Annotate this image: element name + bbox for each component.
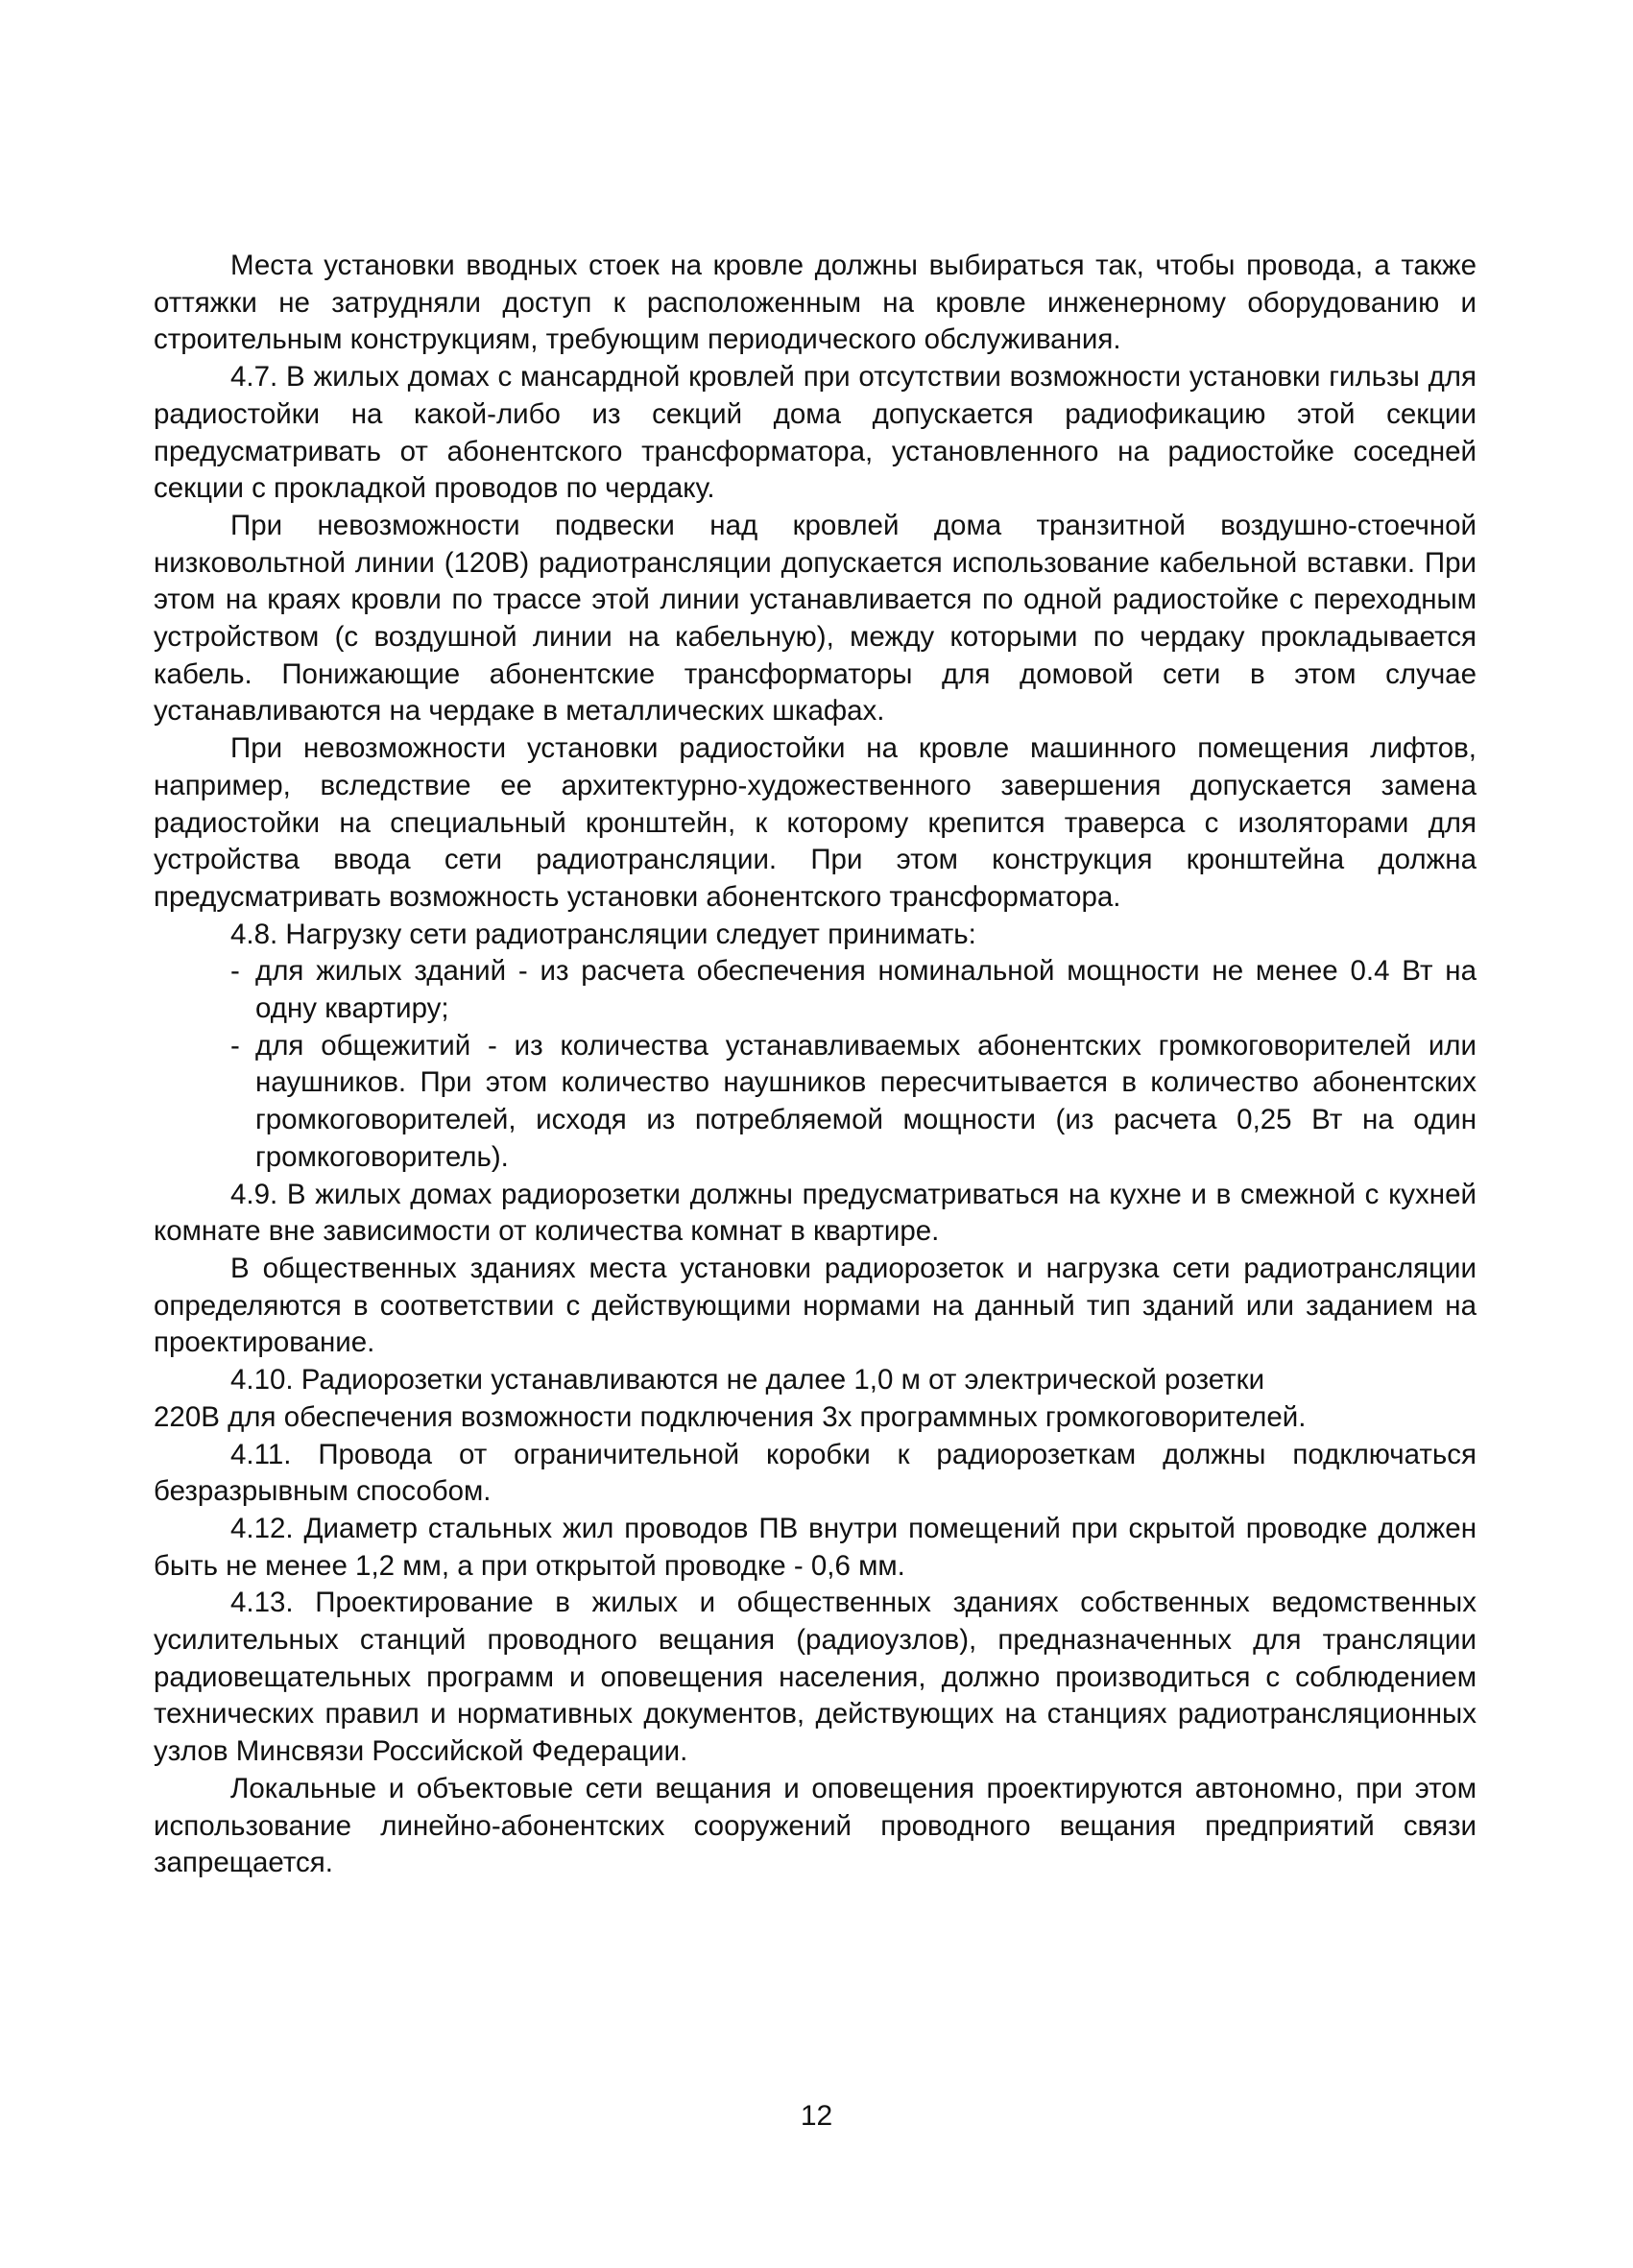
list-item-residential [154, 953, 1477, 1027]
list-marker: - [230, 955, 240, 988]
list-item-text: для жилых зданий - из расчета обеспечения номинальной мощности не менее 0.4 Вт на одну квартиру; [255, 955, 1477, 1025]
paragraph-4-8: 4.8. Нагрузку сети радиотрансляции следует принимать: [230, 918, 976, 950]
paragraph-4-10-continued: 220В для обеспечения возможности подключения 3х программных громкоговорителей. [154, 1400, 1307, 1433]
paragraph-local-networks: Локальные и объектовые сети вещания и оповещения проектируются автономно, при этом использование линейно-абонентских сооружений проводного вещания предприятий связи запрещается. [154, 1772, 1477, 1879]
paragraph-4-12: 4.12. Диаметр стальных жил проводов ПВ внутри помещений при скрытой проводке должен быть не менее 1,2 мм, а при открытой проводке - 0,6 мм. [154, 1512, 1477, 1582]
page-number: 12 [800, 2100, 833, 2132]
paragraph-public-buildings: В общественных зданиях места установки радиорозеток и нагрузка сети радиотрансляции определяются в соответствии с действующими нормами на данный тип зданий или заданием на проектирование. [154, 1252, 1477, 1359]
body-text [154, 248, 1477, 1882]
paragraph-4-10: 4.10. Радиорозетки устанавливаются не далее 1,0 м от электрической розетки [230, 1364, 1265, 1397]
paragraph-4-9: 4.9. В жилых домах радиорозетки должны предусматриваться на кухне и в смежной с кухней комнате вне зависимости от количества комнат в квартире. [154, 1178, 1477, 1248]
list-item-text: для общежитий - из количества устанавливаемых абонентских громкоговорителей или наушников. При этом количество наушников пересчитывается в количество абонентских громкоговорителей, исходя из потребляемой мощности (из расчета 0,25 Вт на один громкоговоритель). [255, 1029, 1477, 1173]
list-marker: - [230, 1029, 240, 1062]
paragraph-4-13: 4.13. Проектирование в жилых и общественных зданиях собственных ведомственных усилительных станций проводного вещания (радиоузлов), предназначенных для трансляции радиовещательных программ и оповещения населения, должно производиться с соблюдением технических правил и нормативных документов, действующих на станциях радиотрансляционных узлов Минсвязи Российской Федерации. [154, 1587, 1477, 1768]
list-item-dormitory [154, 1028, 1477, 1177]
paragraph-bracket: При невозможности установки радиостойки на кровле машинного помещения лифтов, например, вследствие ее архитектурно-художественного завершения допускается замена радиостойки на специальный кронштейн, к которому крепится траверса с изоляторами для устройства ввода сети радиотрансляции. При этом конструкция кронштейна должна предусматривать возможность установки абонентского трансформатора. [154, 732, 1477, 913]
paragraph-roof-entry-posts: Места установки вводных стоек на кровле должны выбираться так, чтобы провода, а также оттяжки не затрудняли доступ к расположенным на кровле инженерному оборудованию и строительным конструкциям, требующим периодического обслуживания. [154, 250, 1477, 356]
paragraph-cable-insert: При невозможности подвески над кровлей дома транзитной воздушно-стоечной низковольтной линии (120В) радиотрансляции допускается использование кабельной вставки. При этом на краях кровли по трассе этой линии устанавливается по одной радиостойке с переходным устройством (с воздушной линии на кабельную), между которыми по чердаку прокладывается кабель. Понижающие абонентские трансформаторы для домовой сети в этом случае устанавливаются на чердаке в металлических шкафах. [154, 509, 1477, 728]
paragraph-4-11: 4.11. Провода от ограничительной коробки к радиорозеткам должны подключаться безразрывным способом. [154, 1438, 1477, 1508]
paragraph-4-7: 4.7. В жилых домах с мансардной кровлей при отсутствии возможности установки гильзы для радиостойки на какой-либо из секций дома допускается радиофикацию этой секции предусматривать от абонентского трансформатора, установленного на радиостойке соседней секции с прокладкой проводов по чердаку. [154, 361, 1477, 505]
